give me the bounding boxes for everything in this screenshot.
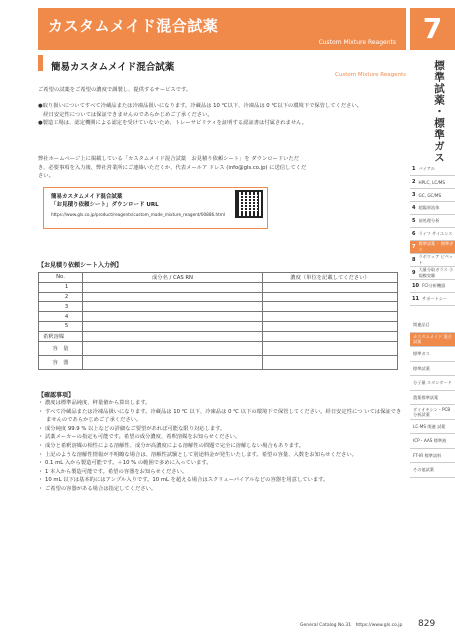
concentration-cell[interactable] bbox=[263, 321, 398, 331]
index-number: 1 bbox=[412, 166, 416, 172]
estimate-form-table bbox=[38, 272, 398, 370]
sub-index-item[interactable]: その他試薬 bbox=[410, 463, 455, 478]
banner-subtitle: Custom Mixture Reagents bbox=[318, 39, 396, 46]
value-cell[interactable] bbox=[263, 355, 398, 369]
index-item[interactable] bbox=[410, 254, 455, 267]
column-header: 濃度（単位を記載してください） bbox=[263, 273, 398, 283]
chapter-vertical-label: 標準試薬・標準ガス bbox=[433, 60, 445, 164]
component-cell[interactable] bbox=[83, 312, 263, 322]
table-row bbox=[39, 341, 398, 355]
index-number: 8 bbox=[412, 257, 416, 263]
index-label: サポートシー bbox=[421, 296, 448, 301]
index-label: 大量分取ガラス 小規模実験 bbox=[418, 267, 454, 278]
index-item[interactable] bbox=[410, 280, 455, 293]
footer-text: General Catalog No.31 https://www.gls.co.jp bbox=[300, 623, 403, 628]
index-label: 前処理分析 bbox=[418, 218, 440, 223]
index-number: 7 bbox=[412, 244, 416, 250]
section-subtitle: Custom Mixture Reagents bbox=[335, 72, 406, 78]
download-box-subtitle: 「お見積り依頼シート」ダウンロード URL bbox=[51, 202, 159, 208]
index-number: 4 bbox=[412, 205, 416, 211]
index-item-active[interactable] bbox=[410, 241, 455, 254]
index-item[interactable] bbox=[410, 202, 455, 215]
section-title: 簡易カスタムメイド混合試薬 bbox=[51, 62, 175, 73]
index-label: 標準試薬・ 標準ガス bbox=[418, 241, 454, 252]
sub-index-item[interactable]: LC-MS 関連 試薬 bbox=[410, 420, 455, 435]
note-item: ・ 10 mL 以下は基本的にはアンプル入りです。10 mL を超える場合はスクリューバイアルなどの容器を用意しています。 bbox=[38, 477, 329, 484]
row-number: 2 bbox=[39, 292, 83, 302]
concentration-cell[interactable] bbox=[263, 302, 398, 312]
value-cell[interactable] bbox=[83, 341, 263, 355]
component-cell[interactable] bbox=[83, 321, 263, 331]
index-item[interactable] bbox=[410, 163, 455, 176]
bullet-item: ●取り扱いについてすべて冷蔵品または冷凍品扱いになります。冷蔵品は 10 ℃以下、冷凍品は 0 ℃以下の環境下で保管してください。 bbox=[38, 103, 363, 109]
notes-title: 【確認事項】 bbox=[38, 392, 75, 399]
index-item[interactable] bbox=[410, 267, 455, 280]
table-row bbox=[39, 355, 398, 369]
index-label: GC, GC/MS bbox=[418, 192, 442, 198]
row-label: 希釈溶媒 bbox=[39, 331, 83, 341]
index-item[interactable] bbox=[410, 293, 455, 306]
bullet-list bbox=[38, 102, 403, 128]
note-item: ・ 0.1 mL 入から製造可能です。＋10 % の範囲で多めに入っています。 bbox=[38, 460, 212, 467]
index-number: 10 bbox=[412, 283, 419, 289]
index-number: 5 bbox=[412, 218, 416, 224]
index-label: ラボウェア ピペット bbox=[418, 254, 454, 265]
index-item[interactable] bbox=[410, 189, 455, 202]
index-number: 9 bbox=[412, 270, 416, 276]
table-row bbox=[39, 292, 398, 302]
index-number: 2 bbox=[412, 179, 416, 185]
component-cell[interactable] bbox=[83, 302, 263, 312]
chapter-number-tab[interactable]: 7 bbox=[410, 8, 455, 50]
index-label: HPLC, LC/MS bbox=[418, 179, 446, 185]
sub-index-item[interactable]: ダイオキシン・PCB 分析試薬 bbox=[410, 405, 455, 420]
index-item[interactable] bbox=[410, 215, 455, 228]
row-number: 4 bbox=[39, 312, 83, 322]
index-number: 6 bbox=[412, 231, 416, 237]
index-item[interactable] bbox=[410, 228, 455, 241]
table-row bbox=[39, 302, 398, 312]
index-label: 超臨界流体 bbox=[418, 205, 440, 210]
header-banner bbox=[38, 8, 406, 50]
banner-title: カスタムメイド混合試薬 bbox=[48, 17, 219, 35]
note-item: ・ ご希望の容器がある場合は指定してください。 bbox=[38, 485, 157, 492]
index-label: FCI分析機器 bbox=[421, 283, 446, 288]
sub-index-item[interactable]: 農薬標準試薬 bbox=[410, 391, 455, 406]
note-item: ・ 成分と希釈溶媒の相性による溶解性、成分が高濃度による溶解性の問題で完全に溶解しない場合もあります。 bbox=[38, 442, 305, 449]
bullet-item: 経日安定性については保証できませんのであらかじめご了承ください。 bbox=[38, 111, 213, 118]
row-label: 容 器 bbox=[39, 355, 83, 369]
section-heading bbox=[38, 55, 406, 71]
column-header: 成分名 / CAS RN bbox=[83, 273, 263, 283]
download-instructions: 弊社ホームページ上に掲載している「カスタムメイド混合試薬 お見積り依頼シート」を ダウンロードいただき、必要事項を入力後、弊社営業所にご連絡いただくか、代表メールア ドレス (info@gls.co.jp) に送信してください。 bbox=[38, 156, 307, 180]
value-cell[interactable] bbox=[263, 331, 398, 341]
form-title: 【お見積り依頼シート入力例】 bbox=[38, 262, 123, 269]
index-item[interactable] bbox=[410, 176, 455, 189]
value-cell[interactable] bbox=[83, 355, 263, 369]
sub-index-item-active[interactable]: カスタムメイド 混合試薬 bbox=[410, 333, 455, 348]
value-cell[interactable] bbox=[83, 331, 263, 341]
table-row bbox=[39, 282, 398, 292]
sub-index-item[interactable]: 標準ガス bbox=[410, 347, 455, 362]
note-item: ・ 試薬メーカーの指定も可能です。希望の成分濃度、希釈溶媒をお知らせください。 bbox=[38, 434, 241, 441]
note-item: ・ 濃度は標準品純度、秤量値から算出します。 bbox=[38, 400, 151, 406]
page-number: 829 bbox=[418, 619, 436, 629]
index-number: 11 bbox=[412, 296, 419, 302]
index-label: バイアル bbox=[418, 166, 435, 171]
index-number: 3 bbox=[412, 192, 416, 198]
sub-index-item[interactable]: 関連品目 bbox=[410, 318, 455, 333]
row-label: 容 量 bbox=[39, 341, 83, 355]
download-box bbox=[43, 187, 268, 229]
component-cell[interactable] bbox=[83, 282, 263, 292]
concentration-cell[interactable] bbox=[263, 292, 398, 302]
row-number: 5 bbox=[39, 321, 83, 331]
component-cell[interactable] bbox=[83, 292, 263, 302]
row-number: 1 bbox=[39, 282, 83, 292]
sub-index-item[interactable]: FT-IR 標準試料 bbox=[410, 449, 455, 464]
concentration-cell[interactable] bbox=[263, 282, 398, 292]
column-header: No. bbox=[39, 273, 83, 283]
table-row bbox=[39, 312, 398, 322]
table-header-row bbox=[39, 273, 398, 283]
note-item: ・ 1 本入から製造可能です。希望の容器をお知らせください。 bbox=[38, 468, 188, 475]
sub-index-item[interactable]: ICP・AAS 標準液 bbox=[410, 434, 455, 449]
qr-code-icon[interactable] bbox=[235, 190, 263, 218]
row-number: 3 bbox=[39, 302, 83, 312]
bullet-item: ●製造工場は、認定機関による認定を受けていないため、トレーサビリティを証明する認証書は付属されません。 bbox=[38, 120, 308, 127]
download-url-link[interactable]: https://www.gls.co.jp/product/reagents/custom_made_mixture_reagent/00886.html bbox=[51, 212, 226, 217]
sub-index-item[interactable]: 標準試薬 bbox=[410, 362, 455, 377]
intro-text: ご希望の試薬をご希望の濃度で調製し、提供するサービスです。 bbox=[38, 87, 192, 93]
chapter-index bbox=[410, 163, 455, 306]
note-item: ・ 成分純度 99.9 % 以上などの詳細なご要望があれば可能な限り対応します。 bbox=[38, 425, 226, 432]
note-item: ・ すべて冷蔵品または冷凍品扱いになります。冷蔵品は 10 ℃ 以下、冷凍品は 0 ℃ 以下の環境下で保管してください。経日安定性につ いては保証できませんのであらかじめご了承ください。 bbox=[38, 408, 402, 424]
table-row bbox=[39, 331, 398, 341]
sub-index-item[interactable]: 分子量 スタンダード bbox=[410, 376, 455, 391]
concentration-cell[interactable] bbox=[263, 312, 398, 322]
index-label: ライフ サイエンス bbox=[418, 231, 453, 236]
note-item: ・ 上記のような溶解性情報が不明瞭な場合は、溶解性試験として別途料金が発生いたします。希望の容量、入数をお知らせください。 bbox=[38, 451, 357, 458]
sub-index bbox=[410, 318, 455, 478]
notes-list bbox=[38, 399, 406, 494]
download-box-title: 簡易カスタムメイド混合試薬 bbox=[51, 194, 123, 200]
table-row bbox=[39, 321, 398, 331]
value-cell[interactable] bbox=[263, 341, 398, 355]
